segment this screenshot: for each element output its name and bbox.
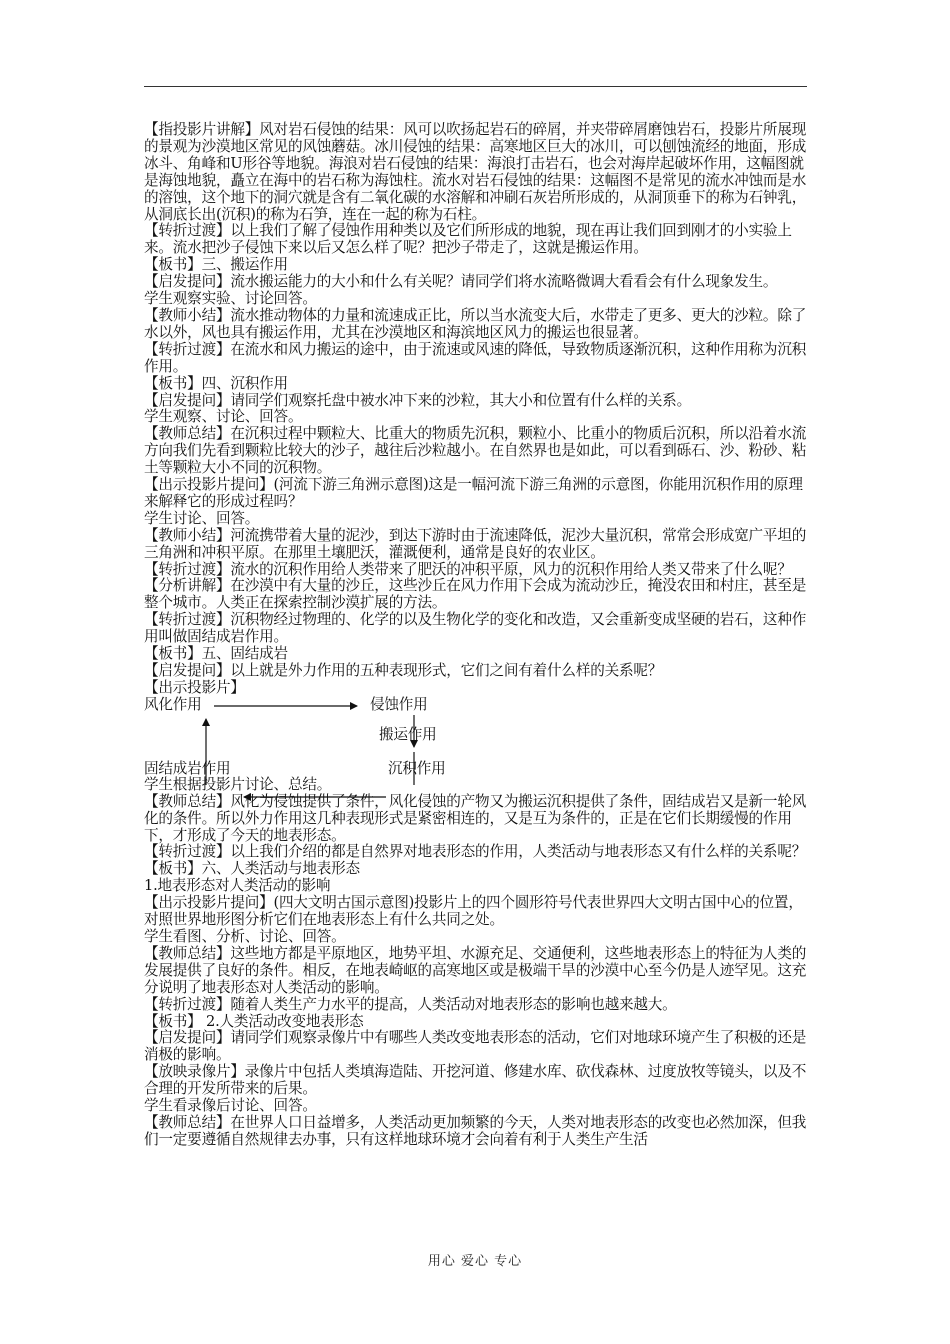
paragraph: 学生观察实验、讨论回答。 bbox=[144, 290, 317, 308]
diagram-transport-label: 搬运作用 bbox=[379, 725, 437, 743]
paragraph: 【出示投影片】 bbox=[144, 678, 245, 696]
paragraph: 学生根据投影片讨论、总结。 bbox=[144, 775, 332, 793]
paragraph: 【教师总结】在沉积过程中颗粒大、比重大的物质先沉积，颗粒小、比重小的物质后沉积，所以沿着水流方向我们先看到颗粒比较大的沙子，越往后沙粒越小。在自然界也是如此，可以看到砾石、沙、粉砂、粘土等颗粒大小不同的沉积物。 bbox=[144, 425, 807, 477]
paragraph: 【放映录像片】录像片中包括人类填海造陆、开挖河道、修建水库、砍伐森林、过度放牧等镜头，以及不合理的开发所带来的后果。 bbox=[144, 1063, 807, 1098]
diagram-arrows bbox=[144, 697, 814, 777]
diagram-erosion-label: 侵蚀作用 bbox=[370, 695, 428, 713]
diagram-deposition-label: 沉积作用 bbox=[388, 759, 446, 777]
paragraph: 【教师总结】在世界人口日益增多，人类活动更加频繁的今天，人类对地表形态的改变也必然加深，但我们一定要遵循自然规律去办事，只有这样地球环境才会向着有利于人类生产生活 bbox=[144, 1113, 807, 1148]
paragraph: 【板书】四、沉积作用 bbox=[144, 374, 288, 392]
paragraph: 【启发提问】请同学们观察托盘中被水冲下来的沙粒，其大小和位置有什么样的关系。 bbox=[144, 391, 691, 409]
paragraph: 【教师总结】风化为侵蚀提供了条件，风化侵蚀的产物又为搬运沉积提供了条件，固结成岩又是新一轮风化的条件。所以外力作用这几种表现形式是紧密相连的，又是互为条件的，正是在它们长期缓慢的作用下，才形成了今天的地表形态。 bbox=[144, 792, 807, 844]
paragraph: 【转折过渡】沉积物经过物理的、化学的以及生物化学的变化和改造，又会重新变成坚硬的岩石，这种作用叫做固结成岩作用。 bbox=[144, 611, 807, 646]
paragraph: 【转折过渡】流水的沉积作用给人类带来了肥沃的冲积平原，风力的沉积作用给人类又带来了什么呢？ bbox=[144, 560, 792, 578]
paragraph-group-a bbox=[144, 122, 814, 697]
paragraph: 【启发提问】流水搬运能力的大小和什么有关呢？请同学们将水流略微调大看看会有什么现象发生。 bbox=[144, 273, 778, 291]
paragraph: 【启发提问】请同学们观察录像片中有哪些人类改变地表形态的活动，它们对地球环境产生了积极的还是消极的影响。 bbox=[144, 1029, 807, 1064]
paragraph: 【转折过渡】以上我们介绍的都是自然界对地表形态的作用，人类活动与地表形态又有什么样的关系呢？ bbox=[144, 843, 807, 861]
paragraph: 学生看录像后讨论、回答。 bbox=[144, 1097, 317, 1115]
paragraph: 【教师总结】这些地方都是平原地区，地势平坦、水源充足、交通便利，这些地表形态上的特征为人类的发展提供了良好的条件。相反，在地表崎岖的高寒地区或是极端干旱的沙漠中心至今仍是人迹罕见。这充分说明了地表形态对人类活动的影响。 bbox=[144, 944, 807, 996]
paragraph: 【转折过渡】在流水和风力搬运的途中，由于流速或风速的降低，导致物质逐渐沉积，这种作用称为沉积作用。 bbox=[144, 340, 807, 375]
header-rule bbox=[144, 86, 807, 87]
paragraph: 【出示投影片提问】(四大文明古国示意图)投影片上的四个圆形符号代表世界四大文明古国中心的位置，对照世界地形图分析它们在地表形态上有什么共同之处。 bbox=[144, 894, 803, 929]
diagram-weathering-label: 风化作用 bbox=[144, 695, 202, 713]
paragraph: 【指投影片讲解】风对岩石侵蚀的结果：风可以吹扬起岩石的碎屑，并夹带碎屑磨蚀岩石，投影片所展现的景观为沙漠地区常见的风蚀蘑菇。冰川侵蚀的结果：高寒地区巨大的冰川，可以刨蚀流经的地面，形成冰斗、角峰和U形谷等地貌。海浪对岩石侵蚀的结果：海浪打击岩石，也会对海岸起破坏作用，这幅图就是海蚀地貌，矗立在海中的岩石称为海蚀柱。流水对岩石侵蚀的结果：这幅图不是常见的流水冲蚀而是水的溶蚀，这个地下的洞穴就是含有二氧化碳的水溶解和冲刷石灰岩所形成的，从洞顶垂下的称为石钟乳，从洞底长出(沉积)的称为石笋，连在一起的称为石柱。 bbox=[144, 121, 807, 223]
paragraph: 【分析讲解】在沙漠中有大量的沙丘，这些沙丘在风力作用下会成为流动沙丘，掩没农田和村庄，甚至是整个城市。人类正在探索控制沙漠扩展的方法。 bbox=[144, 577, 807, 612]
document-body bbox=[144, 122, 814, 1149]
page-footer: 用心 爱心 专心 bbox=[427, 1254, 523, 1269]
external-forces-diagram bbox=[144, 697, 814, 777]
paragraph: 【转折过渡】随着人类生产力水平的提高，人类活动对地表形态的影响也越来越大。 bbox=[144, 995, 677, 1013]
paragraph: 【教师小结】河流携带着大量的泥沙，到达下游时由于流速降低，泥沙大量沉积，常常会形成宽广平坦的三角洲和冲积平原。在那里土壤肥沃，灌溉便利，通常是良好的农业区。 bbox=[144, 526, 807, 561]
paragraph: 【出示投影片提问】(河流下游三角洲示意图)这是一幅河流下游三角洲的示意图，你能用沉积作用的原理来解释它的形成过程吗？ bbox=[144, 476, 803, 510]
paragraph: 【板书】 2.人类活动改变地表形态 bbox=[144, 1012, 364, 1030]
paragraph: 【启发提问】以上就是外力作用的五种表现形式，它们之间有着什么样的关系呢？ bbox=[144, 662, 663, 679]
paragraph-group-b bbox=[144, 777, 814, 1149]
paragraph: 1.地表形态对人类活动的影响 bbox=[144, 877, 331, 895]
paragraph: 【转折过渡】以上我们了解了侵蚀作用种类以及它们所形成的地貌，现在再让我们回到刚才的小实验上来。流水把沙子侵蚀下来以后又怎么样了呢？把沙子带走了，这就是搬运作用。 bbox=[144, 222, 792, 257]
paragraph: 学生讨论、回答。 bbox=[144, 509, 260, 527]
paragraph: 【板书】五、固结成岩 bbox=[144, 645, 288, 663]
paragraph: 【板书】六、人类活动与地表形态 bbox=[144, 860, 360, 878]
paragraph: 【教师小结】流水推动物体的力量和流速成正比，所以当水流变大后，水带走了更多、更大的沙粒。除了水以外，风也具有搬运作用，尤其在沙漠地区和海滨地区风力的搬运也很显著。 bbox=[144, 306, 807, 341]
diagram-lithification-label: 固结成岩作用 bbox=[144, 759, 231, 777]
paragraph: 学生看图、分析、讨论、回答。 bbox=[144, 927, 346, 945]
paragraph: 【板书】三、搬运作用 bbox=[144, 256, 288, 274]
paragraph: 学生观察、讨论、回答。 bbox=[144, 408, 303, 426]
